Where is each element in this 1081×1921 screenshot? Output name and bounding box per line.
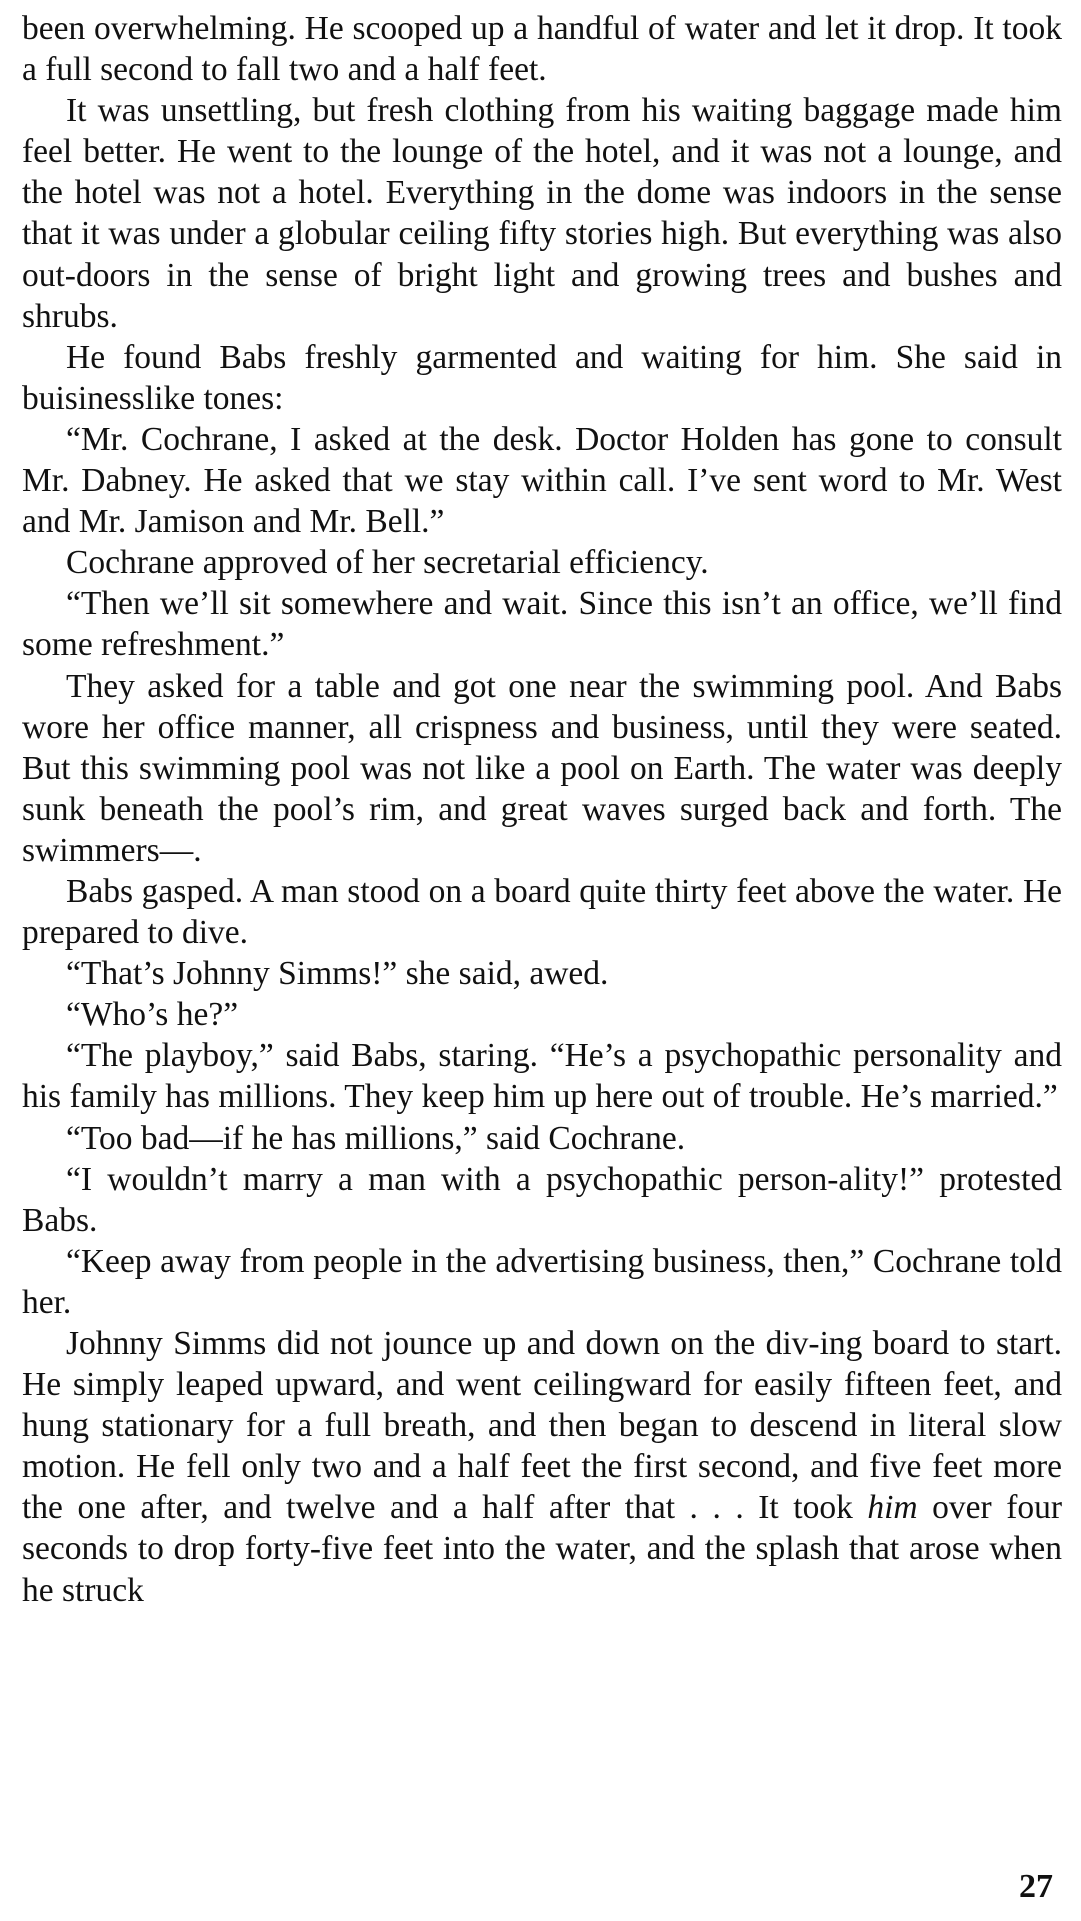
page-body bbox=[22, 8, 1062, 1611]
paragraph: “Keep away from people in the advertising business, then,” Cochrane told her. bbox=[22, 1242, 1062, 1321]
paragraph: Babs gasped. A man stood on a board quite thirty feet above the water. He prepared to dive. bbox=[22, 872, 1062, 952]
paragraph: “That’s Johnny Simms!” she said, awed. bbox=[66, 955, 609, 993]
paragraph: They asked for a table and got one near the swimming pool. And Babs wore her office manner, all crispness and business, until they were seated. But this swimming pool was not like a pool on Earth. The water was deeply sunk beneath the pool’s rim, and great waves surged back and forth. The swimmers—. bbox=[22, 667, 1062, 869]
paragraph: “Too bad—if he has millions,” said Cochrane. bbox=[66, 1119, 686, 1157]
paragraph: “I wouldn’t marry a man with a psychopathic person-ality!” protested Babs. bbox=[22, 1160, 1062, 1239]
italic-emphasis: him bbox=[867, 1489, 918, 1527]
paragraph: “Who’s he?” bbox=[66, 996, 239, 1034]
final-paragraph bbox=[22, 1323, 1062, 1611]
paragraph: Cochrane approved of her secretarial efficiency. bbox=[66, 544, 709, 582]
paragraph: “Then we’ll sit somewhere and wait. Since this isn’t an office, we’ll find some refreshment.” bbox=[22, 585, 1062, 664]
final-paragraph-text-before: Johnny Simms did not jounce up and down on the div-ing board to start. He simply leaped upward, and went ceilingward for easily fifteen feet, and hung stationary for a full breath, and then began to descend in literal slow motion. He fell only two and a half feet the first second, and five feet more the one after, and twelve and a half after that . . . It took bbox=[22, 1325, 1062, 1527]
paragraph: “Mr. Cochrane, I asked at the desk. Doctor Holden has gone to consult Mr. Dabney. He asked that we stay within call. I’ve sent word to Mr. West and Mr. Jamison and Mr. Bell.” bbox=[22, 420, 1062, 541]
paragraph: It was unsettling, but fresh clothing from his waiting baggage made him feel better. He went to the lounge of the hotel, and it was not a lounge, and the hotel was not a hotel. Everything in the dome was indoors in the sense that it was under a globular ceiling fifty stories high. But everything was also out-doors in the sense of bright light and growing trees and bushes and shrubs. bbox=[22, 92, 1062, 335]
paragraph: “The playboy,” said Babs, staring. “He’s a psychopathic personality and his family has millions. They keep him up here out of trouble. He’s married.” bbox=[22, 1037, 1062, 1116]
final-paragraph-text-after: over four seconds to drop forty-five feet into the water, and the splash that arose when he struck bbox=[22, 1489, 1063, 1609]
paragraph: been overwhelming. He scooped up a handful of water and let it drop. It took a full second to fall two and a half feet. bbox=[22, 10, 1062, 89]
page-number: 27 bbox=[1019, 1868, 1053, 1905]
paragraph: He found Babs freshly garmented and waiting for him. She said in buisinesslike tones: bbox=[22, 338, 1062, 417]
